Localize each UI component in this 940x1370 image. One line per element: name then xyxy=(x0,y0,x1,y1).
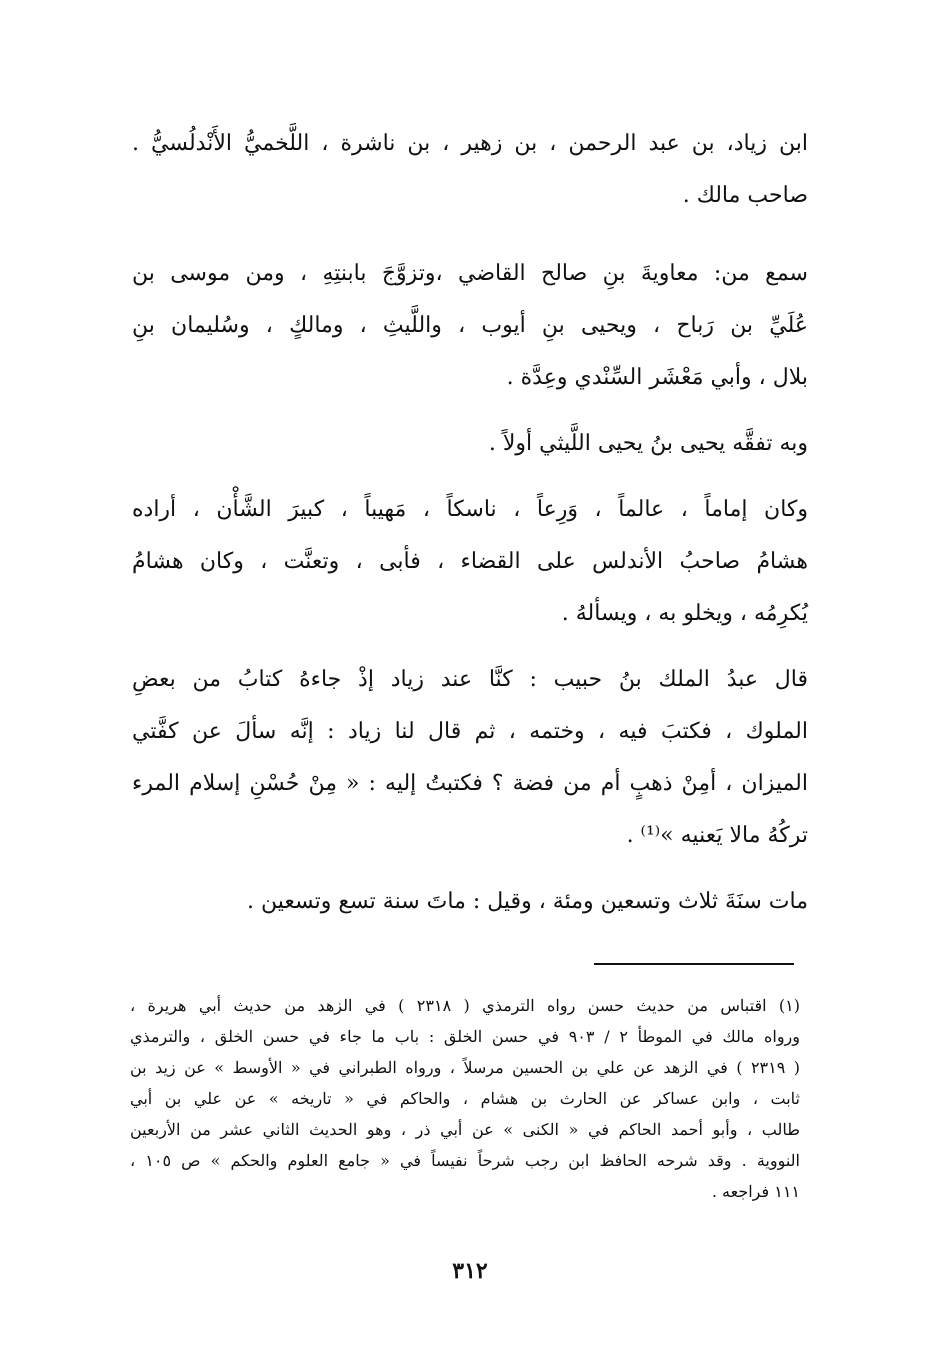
text-line: مات سنَةَ ثلاث وتسعين ومئة ، وقيل : ماتَ سنة تسع وتسعين . xyxy=(247,889,808,914)
text-line: الميزان ، أمِنْ ذهبٍ أم من فضة ؟ فكتبتُ إليه : « مِنْ حُسْنِ إسلام المرء xyxy=(132,771,808,796)
footnote-line: طالب ، وأبو أحمد الحاكم في « الكنى » عن أبي ذر ، وهو الحديث الثاني عشر من الأربعين xyxy=(130,1120,800,1139)
text-line: قال عبدُ الملك بنُ حبيب : كنَّا عند زياد إذْ جاءهُ كتابُ من بعضِ xyxy=(132,667,808,692)
text-line: هشامُ صاحبُ الأندلس على القضاء ، فأبى ، وتعنَّت ، وكان هشامُ xyxy=(132,549,808,574)
footnote-line: ثابت ، وابن عساكر عن الحارث بن هشام ، والحاكم في « تاريخه » عن علي بن أبي xyxy=(130,1089,800,1108)
footnote-line: النووية . وقد شرحه الحافظ ابن رجب شرحاً نفيساً في « جامع العلوم والحكم » ص ١٠٥ ، xyxy=(130,1151,800,1170)
text-line: وبه تفقَّه يحيى بنُ يحيى اللَّيثي أولاً . xyxy=(488,431,808,456)
text-line: صاحب مالك . xyxy=(682,183,808,208)
footnote-line: ورواه مالك في الموطأ ٢ / ٩٠٣ في حسن الخلق : باب ما جاء في حسن الخلق ، والترمذي xyxy=(130,1027,801,1046)
text-line: وكان إماماً ، عالماً ، وَرِعاً ، ناسكاً ، مَهيباً ، كبيرَ الشَّأْن ، أراده xyxy=(132,497,808,522)
text-line: يُكرِمُه ، ويخلو به ، ويسألهُ . xyxy=(561,601,808,626)
page-number: ٣١٢ xyxy=(452,1258,488,1284)
footnote-separator xyxy=(594,963,794,965)
footnote-line: (١) اقتباس من حديث حسن رواه الترمذي ( ٢٣١٨ ) في الزهد من حديث أبي هريرة ، xyxy=(130,996,800,1015)
paragraph-students xyxy=(132,418,808,470)
paragraph-character xyxy=(132,484,808,640)
footnote-line: ( ٢٣١٩ ) في الزهد عن علي بن الحسين مرسلاً ، ورواه الطبراني في « الأوسط » عن زيد بن xyxy=(130,1058,800,1077)
footnote xyxy=(130,990,800,1207)
main-text xyxy=(132,118,808,942)
footnote-line: ١١١ فراجعه . xyxy=(711,1182,800,1201)
text-line: ابن زياد، بن عبد الرحمن ، بن زهير ، بن ناشرة ، اللَّخميُّ الأَنْدلُسيُّ . xyxy=(132,131,808,156)
text-line: الملوك ، فكتبَ فيه ، وختمه ، ثم قال لنا زياد : إنَّه سألَ عن كفَّتي xyxy=(132,719,808,744)
paragraph-intro xyxy=(132,118,808,222)
paragraph-anecdote xyxy=(132,654,808,862)
text-line: عُلَيِّ بن رَباح ، ويحيى بنِ أيوب ، واللَّيثِ ، ومالكٍ ، وسُليمان بنِ xyxy=(132,313,808,338)
text-line: سمع من: معاويةَ بنِ صالح القاضي ،وتزوَّجَ بابنتِهِ ، ومن موسى بن xyxy=(132,261,808,286)
paragraph-death xyxy=(132,876,808,928)
paragraph-teachers xyxy=(132,248,808,404)
text-line: بلال ، وأبي مَعْشَر السِّنْدي وعِدَّة . xyxy=(506,365,808,390)
text-line: تركُهُ مالا يَعنيه »⁽¹⁾ . xyxy=(626,823,808,848)
